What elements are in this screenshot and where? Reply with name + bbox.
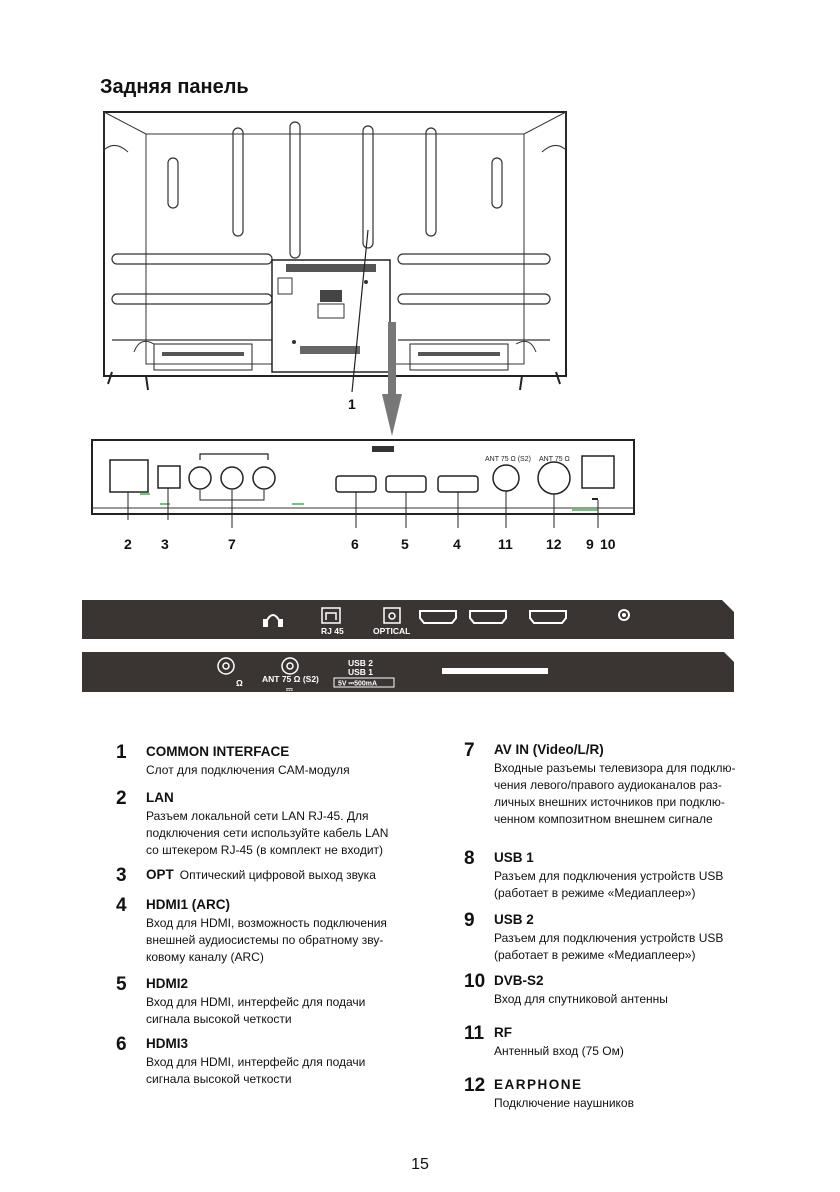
arrow-shaft <box>388 322 396 394</box>
usb-slot-icon <box>442 668 548 674</box>
usb1-label: USB 1 <box>348 667 374 677</box>
arrow-head <box>382 394 402 436</box>
hdmi3-port <box>336 476 376 492</box>
lan-port <box>110 460 148 492</box>
av-port-2 <box>221 467 243 489</box>
center-panel <box>272 260 390 372</box>
callout-9: 9 <box>586 536 594 552</box>
rj45-label: RJ 45 <box>321 626 344 636</box>
usb2-label: USB 2 <box>348 658 374 668</box>
callout-1: 1 <box>348 396 356 412</box>
av-port-1 <box>189 467 211 489</box>
ant-s2-port <box>493 465 519 491</box>
callout-2: 2 <box>124 536 132 552</box>
usb-port-block <box>582 456 614 488</box>
ohm-label: Ω <box>236 678 243 688</box>
tv-back-diagram <box>0 0 840 560</box>
ant-label: ANT 75 Ω <box>539 456 570 463</box>
opt-port <box>158 466 180 488</box>
callout-7: 7 <box>228 536 236 552</box>
callout-3: 3 <box>161 536 169 552</box>
callout-6: 6 <box>351 536 359 552</box>
ant-s2-strip-label: ANT 75 Ω (S2) <box>262 674 319 684</box>
ant-port <box>538 462 570 494</box>
dc-symbol: ⎓ <box>286 684 293 694</box>
page-title: Задняя панель <box>100 76 249 98</box>
av-port-3 <box>253 467 275 489</box>
hdmi1-port <box>438 476 478 492</box>
callout-12: 12 <box>546 536 562 552</box>
callout-5: 5 <box>401 536 409 552</box>
hdmi2-port <box>386 476 426 492</box>
ant-s2-label: ANT 75 Ω (S2) <box>485 456 531 463</box>
power-label: 5V ⎓500mA <box>338 680 378 688</box>
callout-11: 11 <box>498 536 513 552</box>
callout-10: 10 <box>600 536 616 552</box>
optical-label: OPTICAL <box>373 626 411 636</box>
page-number: 15 <box>411 1156 429 1173</box>
callout-4: 4 <box>453 536 461 552</box>
connector-panel <box>92 440 634 514</box>
port-strips <box>0 596 840 700</box>
